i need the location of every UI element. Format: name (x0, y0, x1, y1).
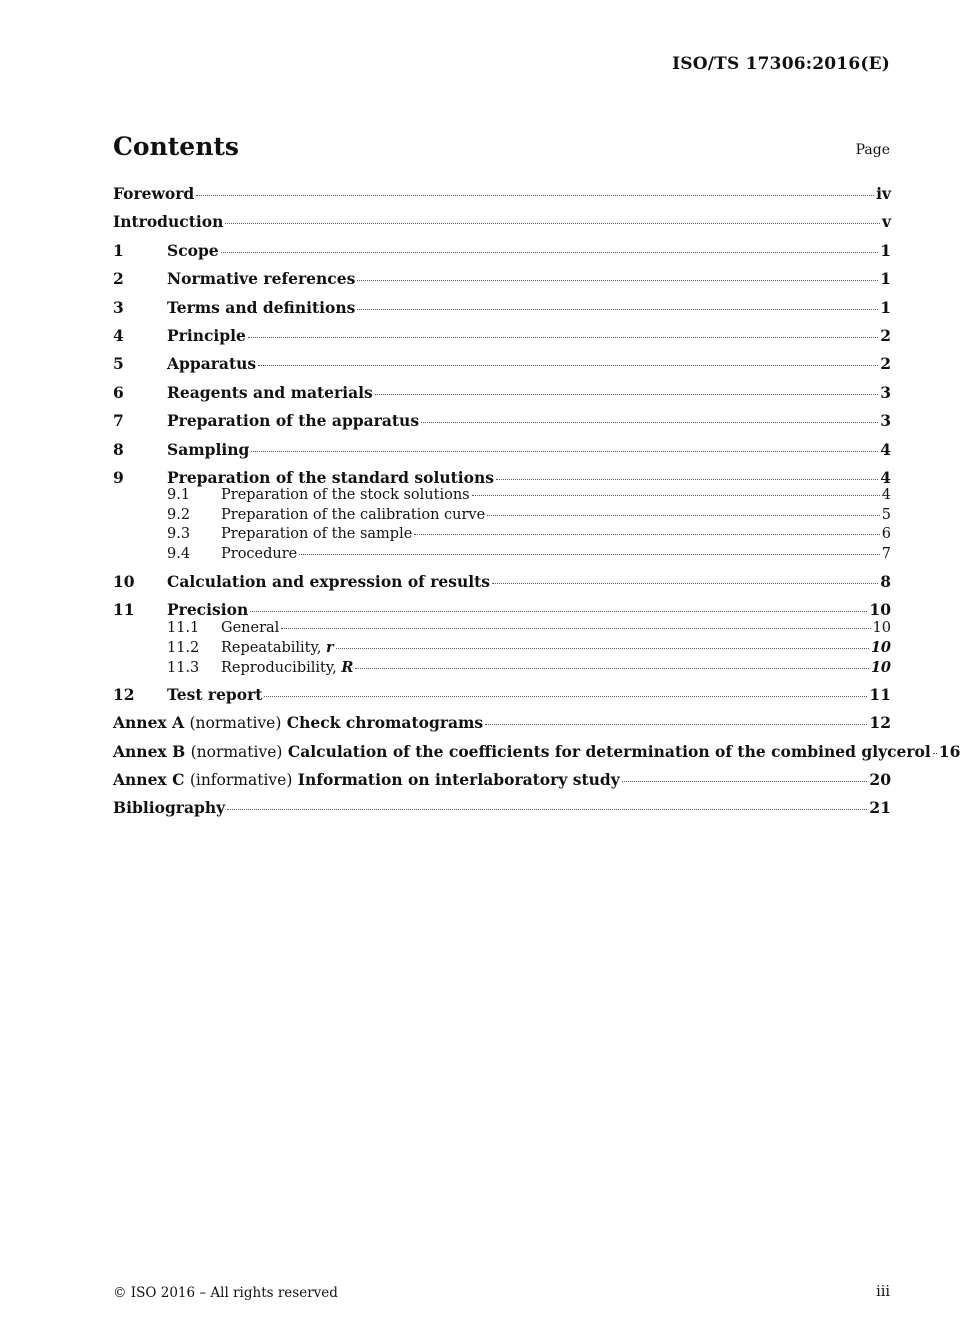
annex-title: Check chromatograms (286, 713, 484, 733)
toc-title: Preparation of the stock solutions (221, 487, 470, 504)
annex-title: Information on interlaboratory study (297, 769, 620, 789)
dot-leader (221, 252, 879, 253)
toc-title: General (221, 619, 280, 636)
toc-entry-8[interactable] (113, 440, 891, 468)
dot-leader (421, 422, 878, 423)
toc-entry-11-2[interactable] (113, 639, 891, 659)
toc-page: 7 (881, 545, 891, 562)
toc-page: 3 (880, 411, 891, 431)
toc-page: 1 (880, 240, 891, 260)
toc-number: 7 (113, 411, 124, 431)
toc-number: 8 (113, 439, 124, 459)
dot-leader (485, 724, 867, 725)
dot-leader (933, 753, 937, 754)
toc-entry-annex-b[interactable] (113, 741, 960, 770)
toc-page: 4 (880, 467, 891, 487)
toc-entry-11-3[interactable] (113, 659, 891, 685)
toc-title (113, 770, 620, 789)
toc-number: 1 (113, 240, 124, 260)
toc-entry-9-3[interactable] (113, 526, 891, 546)
toc-entry-9[interactable] (113, 468, 891, 488)
toc-page: 20 (869, 769, 891, 789)
annex-type: (normative) (190, 742, 283, 761)
toc-entry-9-1[interactable] (113, 487, 891, 507)
toc-title: Apparatus (167, 354, 257, 374)
dot-leader (258, 365, 878, 366)
toc-title: Terms and definitions (167, 297, 356, 317)
toc-title: Foreword (113, 184, 195, 203)
annex-label: Annex C (113, 769, 185, 789)
annex-type: (normative) (189, 714, 282, 733)
toc-entry-6[interactable] (113, 383, 891, 411)
toc-entry-11[interactable] (113, 600, 891, 620)
dot-leader (264, 696, 867, 697)
toc-page: 4 (881, 487, 891, 504)
toc-number: 9.1 (167, 487, 191, 504)
dot-leader (196, 195, 874, 196)
toc-title: Procedure (221, 545, 298, 562)
dot-leader (227, 809, 867, 810)
toc-number: 11.3 (167, 659, 200, 676)
toc-page: 8 (880, 571, 891, 591)
dot-leader (472, 495, 880, 496)
toc-title-text: Repeatability, (221, 640, 326, 657)
toc-entry-2[interactable] (113, 269, 891, 297)
annex-title: Calculation of the coefficients for determination of the combined glycerol (287, 741, 931, 761)
toc-entry-annex-c[interactable] (113, 770, 891, 798)
toc-title: Sampling (167, 439, 250, 459)
toc-page: 21 (869, 798, 891, 818)
dot-leader (336, 648, 869, 649)
toc-title: Normative references (167, 269, 356, 289)
repeatability-symbol: r (325, 639, 334, 657)
footer-copyright: © ISO 2016 – All rights reserved (113, 1285, 338, 1301)
toc-number: 11.2 (167, 640, 200, 657)
toc-entry-10[interactable] (113, 572, 891, 600)
annex-label: Annex A (113, 713, 185, 733)
toc-entry-9-2[interactable] (113, 507, 891, 527)
footer-page-number: iii (876, 1284, 890, 1300)
toc-page: 5 (881, 506, 891, 523)
toc-title (221, 659, 353, 676)
toc-number: 2 (113, 269, 124, 289)
dot-leader (622, 781, 868, 782)
toc-number: 4 (113, 325, 124, 345)
toc-title (221, 639, 334, 656)
toc-page: 2 (880, 325, 891, 345)
dot-leader (375, 394, 878, 395)
toc-number: 9.4 (167, 545, 191, 562)
toc-title: Test report (167, 684, 263, 704)
dot-leader (299, 554, 880, 555)
dot-leader (492, 583, 878, 584)
toc-page: 1 (880, 297, 891, 317)
toc-title (113, 713, 483, 732)
toc-title: Principle (167, 325, 246, 345)
toc-title: Scope (167, 240, 219, 260)
toc-page: 3 (880, 382, 891, 402)
annex-label: Annex B (113, 741, 186, 761)
toc-title: Introduction (113, 212, 224, 232)
toc-page: 16 (938, 741, 960, 761)
toc-entry-introduction[interactable] (113, 212, 891, 240)
toc-page: 1 (880, 269, 891, 289)
toc-number: 5 (113, 354, 124, 374)
dot-leader (357, 280, 878, 281)
document-id: ISO/TS 17306:2016(E) (672, 54, 890, 74)
toc-page: iv (876, 184, 891, 203)
toc-title: Reagents and materials (167, 382, 373, 402)
dot-leader (248, 337, 878, 338)
dot-leader (357, 309, 878, 310)
toc-page: 4 (880, 439, 891, 459)
toc-title: Preparation of the apparatus (167, 411, 420, 431)
toc-title: Preparation of the standard solutions (167, 467, 494, 487)
toc-entry-5[interactable] (113, 354, 891, 382)
toc-title: Calculation and expression of results (167, 571, 491, 591)
toc-title: Preparation of the sample (221, 526, 413, 543)
toc-number: 10 (113, 571, 135, 591)
toc-entry-annex-a[interactable] (113, 713, 891, 741)
toc-number: 9 (113, 467, 124, 487)
toc-number: 6 (113, 382, 124, 402)
toc-number: 11.1 (167, 619, 200, 636)
dot-leader (355, 668, 868, 669)
toc-entry-1[interactable] (113, 241, 891, 269)
toc-title (113, 742, 931, 761)
toc-page: v (881, 212, 891, 232)
dot-leader (281, 628, 870, 629)
toc-entry-foreword[interactable] (113, 184, 891, 212)
toc-page: 11 (869, 684, 891, 704)
toc-page: 6 (881, 526, 891, 543)
toc-entry-11-1[interactable] (113, 620, 891, 640)
toc-page: 2 (880, 354, 891, 374)
toc-entry-9-4[interactable] (113, 546, 891, 572)
toc-number: 12 (113, 684, 135, 704)
toc-number: 9.3 (167, 526, 191, 543)
dot-leader (414, 534, 879, 535)
toc-entry-bibliography[interactable] (113, 798, 891, 826)
dot-leader (251, 451, 878, 452)
toc-page: 12 (869, 713, 891, 733)
toc-number: 9.2 (167, 506, 191, 523)
toc-title: Bibliography (113, 798, 226, 818)
toc-title: Preparation of the calibration curve (221, 506, 486, 523)
reproducibility-symbol: R (341, 658, 354, 676)
dot-leader (496, 479, 878, 480)
toc-page: 10 (872, 619, 891, 636)
toc-number: 3 (113, 297, 124, 317)
contents-heading: Contents (113, 132, 240, 161)
dot-leader (250, 611, 867, 612)
toc-title: Precision (167, 600, 249, 620)
toc-entry-3[interactable] (113, 298, 891, 326)
toc-title-text: Reproducibility, (221, 659, 342, 676)
toc-number: 11 (113, 600, 135, 620)
page-column-label: Page (855, 142, 890, 158)
annex-type: (informative) (189, 770, 293, 789)
toc-page: 10 (870, 639, 891, 657)
toc-entry-7[interactable] (113, 411, 891, 439)
toc-entry-4[interactable] (113, 326, 891, 354)
dot-leader (487, 515, 880, 516)
toc-page: 10 (870, 658, 891, 676)
toc-page: 10 (869, 600, 891, 620)
dot-leader (225, 223, 880, 224)
toc-entry-12[interactable] (113, 685, 891, 713)
table-of-contents (113, 184, 960, 827)
